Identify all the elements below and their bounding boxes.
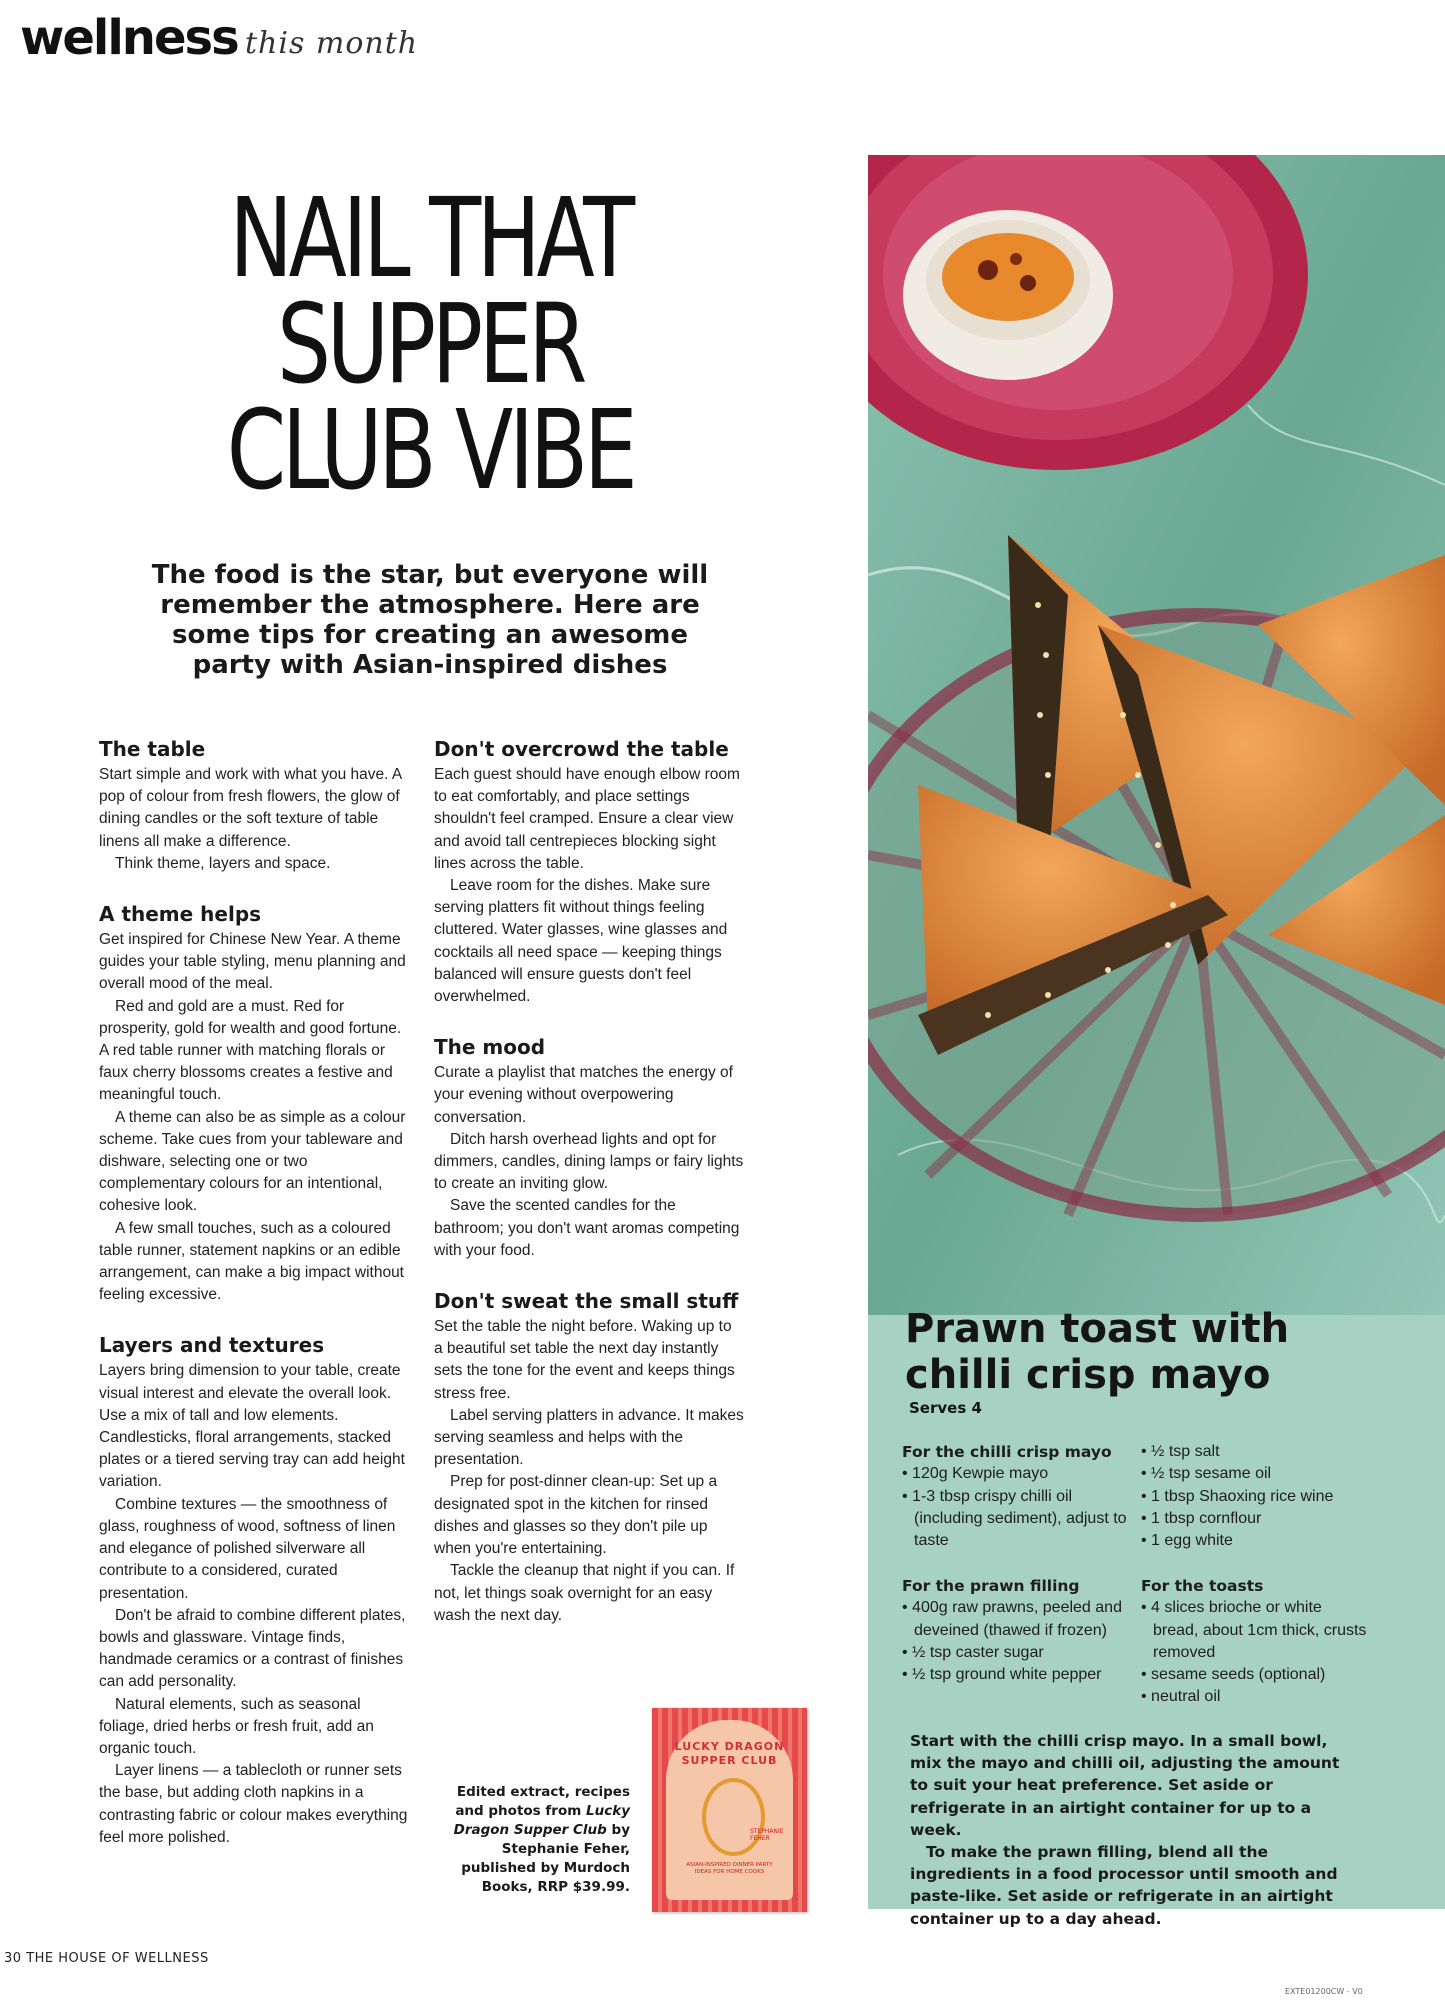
section-paragraph: Natural elements, such as seasonal foliage, dried herbs or fresh fruit, add an organic touch. xyxy=(99,1695,374,1757)
ingredient-item: • 1 tbsp Shaoxing rice wine xyxy=(1141,1486,1371,1508)
dragon-illustration xyxy=(702,1778,765,1856)
article-section xyxy=(99,901,409,1306)
section-paragraph: Curate a playlist that matches the energy of your evening without overpowering conversation. xyxy=(434,1064,733,1126)
method-step: To make the prawn filling, blend all the ingredients in a food processor until smooth and paste-like. Set aside or refrigerate in an airtight container up to a day ahead. xyxy=(910,1843,1338,1928)
recipe-title-line: Prawn toast with xyxy=(905,1306,1290,1352)
page-code: EXTE01200CW - V0 xyxy=(1285,1987,1363,1996)
method-step: Start with the chilli crisp mayo. In a small bowl, mix the mayo and chilli oil, adjusting the amount to suit your heat preference. Set aside or refrigerate in an airtight container for up to a week. xyxy=(910,1732,1340,1839)
headline-line: CLUB VIBE xyxy=(226,386,634,514)
recipe-serves: Serves 4 xyxy=(909,1399,982,1417)
ingredient-item: • neutral oil xyxy=(1141,1686,1371,1708)
prawn-toast-photo xyxy=(868,155,1445,1315)
book-cover-image xyxy=(652,1708,807,1912)
section-heading: A theme helps xyxy=(99,902,262,927)
ingredient-item: • ½ tsp ground white pepper xyxy=(902,1664,1132,1686)
article-section xyxy=(434,736,744,1008)
section-paragraph: A few small touches, such as a coloured table runner, statement napkins or an edible arrangement, can make a big impact without feeling excessive. xyxy=(99,1219,404,1304)
section-paragraph: Don't be afraid to combine different plates, bowls and glassware. Vintage finds, handmade ceramics or a contrast of finishes can add personality. xyxy=(99,1606,406,1691)
recipe-method xyxy=(910,1730,1340,1930)
headline-line: SUPPER xyxy=(276,280,584,408)
publication-name: THE HOUSE OF WELLNESS xyxy=(26,1951,209,1966)
page-footer xyxy=(4,1951,209,1966)
credit-lead: Edited extract, recipes and photos from xyxy=(455,1784,630,1819)
section-paragraph: Save the scented candles for the bathroom; you don't want aromas competing with your food. xyxy=(434,1197,740,1259)
ingredient-heading: For the toasts xyxy=(1141,1577,1264,1595)
section-paragraph: Think theme, layers and space. xyxy=(115,854,331,872)
section-paragraph: Each guest should have enough elbow room to eat comfortably, and place settings shouldn't feel cramped. Ensure a clear view and avoid tall centrepieces blocking sight lines across the table. xyxy=(434,766,740,872)
section-paragraph: Combine textures — the smoothness of glass, roughness of wood, softness of linen and elegance of polished silverware all contribute to a considered, curated presentation. xyxy=(99,1495,396,1602)
book-credit xyxy=(450,1783,630,1897)
book-cover-subtitle: ASIAN-INSPIRED DINNER PARTY IDEAS FOR HOME COOKS xyxy=(686,1862,773,1875)
book-cover-title: LUCKY DRAGON SUPPER CLUB xyxy=(674,1740,785,1767)
ingredient-item: • 1 tbsp cornflour xyxy=(1141,1508,1371,1530)
section-heading: Don't overcrowd the table xyxy=(434,737,729,761)
ingredient-heading: For the chilli crisp mayo xyxy=(902,1443,1112,1461)
section-paragraph: Layers bring dimension to your table, create visual interest and elevate the overall look. Use a mix of tall and low elements. Candlesticks, floral arrangements, stacked plates or a tiered serving tray can add height variation. xyxy=(99,1362,405,1491)
section-paragraph: A theme can also be as simple as a colour scheme. Take cues from your tableware and dishware, selecting one or two complementary colours for an intentional, cohesive look. xyxy=(99,1108,406,1215)
ingredient-item: • ½ tsp salt xyxy=(1141,1441,1371,1463)
page-number: 30 xyxy=(4,1951,22,1966)
ingredient-group-toasts xyxy=(1141,1575,1371,1709)
masthead-logo: wellness xyxy=(20,10,238,66)
article-column-1 xyxy=(99,736,409,1875)
ingredient-item: • ½ tsp caster sugar xyxy=(902,1642,1132,1664)
credit-book-title: Lucky Dragon Supper Club xyxy=(453,1803,630,1838)
section-heading: The table xyxy=(99,737,206,761)
section-heading: The mood xyxy=(434,1035,546,1060)
section-paragraph: Set the table the night before. Waking up to a beautiful set table the next day instantly sets the tone for the event and keeps things stress free. xyxy=(434,1318,735,1402)
headline xyxy=(120,174,740,514)
article-section xyxy=(434,1288,744,1627)
ingredient-item: • sesame seeds (optional) xyxy=(1141,1664,1371,1686)
ingredient-item: • 1-3 tbsp crispy chilli oil (including sediment), adjust to taste xyxy=(902,1486,1132,1553)
book-cover-author: STEPHANIE FEHER xyxy=(750,1828,784,1842)
ingredient-item: • 120g Kewpie mayo xyxy=(902,1463,1132,1485)
section-heading: Layers and textures xyxy=(99,1333,325,1358)
standfirst: The food is the star, but everyone will remember the atmosphere. Here are some tips for creating an awesome party with Asian-inspired dishes xyxy=(151,560,709,680)
ingredient-group-mayo-continued xyxy=(1141,1441,1371,1552)
headline-line: NAIL THAT xyxy=(229,174,631,302)
ingredient-item: • 400g raw prawns, peeled and deveined (thawed if frozen) xyxy=(902,1597,1132,1642)
section-paragraph: Red and gold are a must. Red for prosperity, gold for wealth and good fortune. A red table runner with matching florals or faux cherry blossoms creates a festive and meaningful touch. xyxy=(99,997,402,1104)
section-paragraph: Ditch harsh overhead lights and opt for dimmers, candles, dining lamps or fairy lights to create an inviting glow. xyxy=(434,1130,744,1193)
ingredient-item: • 1 egg white xyxy=(1141,1530,1371,1552)
ingredient-group-prawn-filling xyxy=(902,1575,1132,1686)
ingredient-heading: For the prawn filling xyxy=(902,1577,1080,1595)
ingredient-group-mayo xyxy=(902,1441,1132,1552)
article-section xyxy=(99,736,409,875)
section-paragraph: Prep for post-dinner clean-up: Set up a designated spot in the kitchen for rinsed dishes and glasses so they don't pile up when you're entertaining. xyxy=(434,1473,718,1558)
credit-rest: by Stephanie Feher, published by Murdoch Books, RRP $39.99. xyxy=(461,1822,630,1895)
section-paragraph: Get inspired for Chinese New Year. A theme guides your table styling, menu planning and overall mood of the meal. xyxy=(99,931,406,993)
article-section xyxy=(434,1034,744,1262)
section-heading: Don't sweat the small stuff xyxy=(434,1289,739,1314)
section-paragraph: Tackle the cleanup that night if you can. If not, let things soak overnight for an easy wash the next day. xyxy=(434,1562,735,1624)
section-paragraph: Label serving platters in advance. It makes serving seamless and helps with the presentation. xyxy=(434,1406,744,1469)
recipe-title xyxy=(905,1306,1289,1398)
section-paragraph: Start simple and work with what you have. A pop of colour from fresh flowers, the glow of dining candles or the soft texture of table linens all make a difference. xyxy=(99,766,402,850)
recipe-title-line: chilli crisp mayo xyxy=(905,1352,1271,1398)
ingredient-item: • 4 slices brioche or white bread, about 1cm thick, crusts removed xyxy=(1141,1597,1371,1664)
section-paragraph: Leave room for the dishes. Make sure serving platters fit without things feeling cluttered. Water glasses, wine glasses and cocktails all need space — keeping things balanced will ensure guests don't feel overwhelmed. xyxy=(434,877,728,1006)
article-section xyxy=(99,1332,409,1848)
ingredient-item: • ½ tsp sesame oil xyxy=(1141,1463,1371,1485)
article-column-2 xyxy=(434,736,744,1653)
section-paragraph: Layer linens — a tablecloth or runner sets the base, but adding cloth napkins in a contrasting fabric or colour makes everything feel more polished. xyxy=(99,1762,408,1846)
masthead-script: this month xyxy=(245,26,419,61)
